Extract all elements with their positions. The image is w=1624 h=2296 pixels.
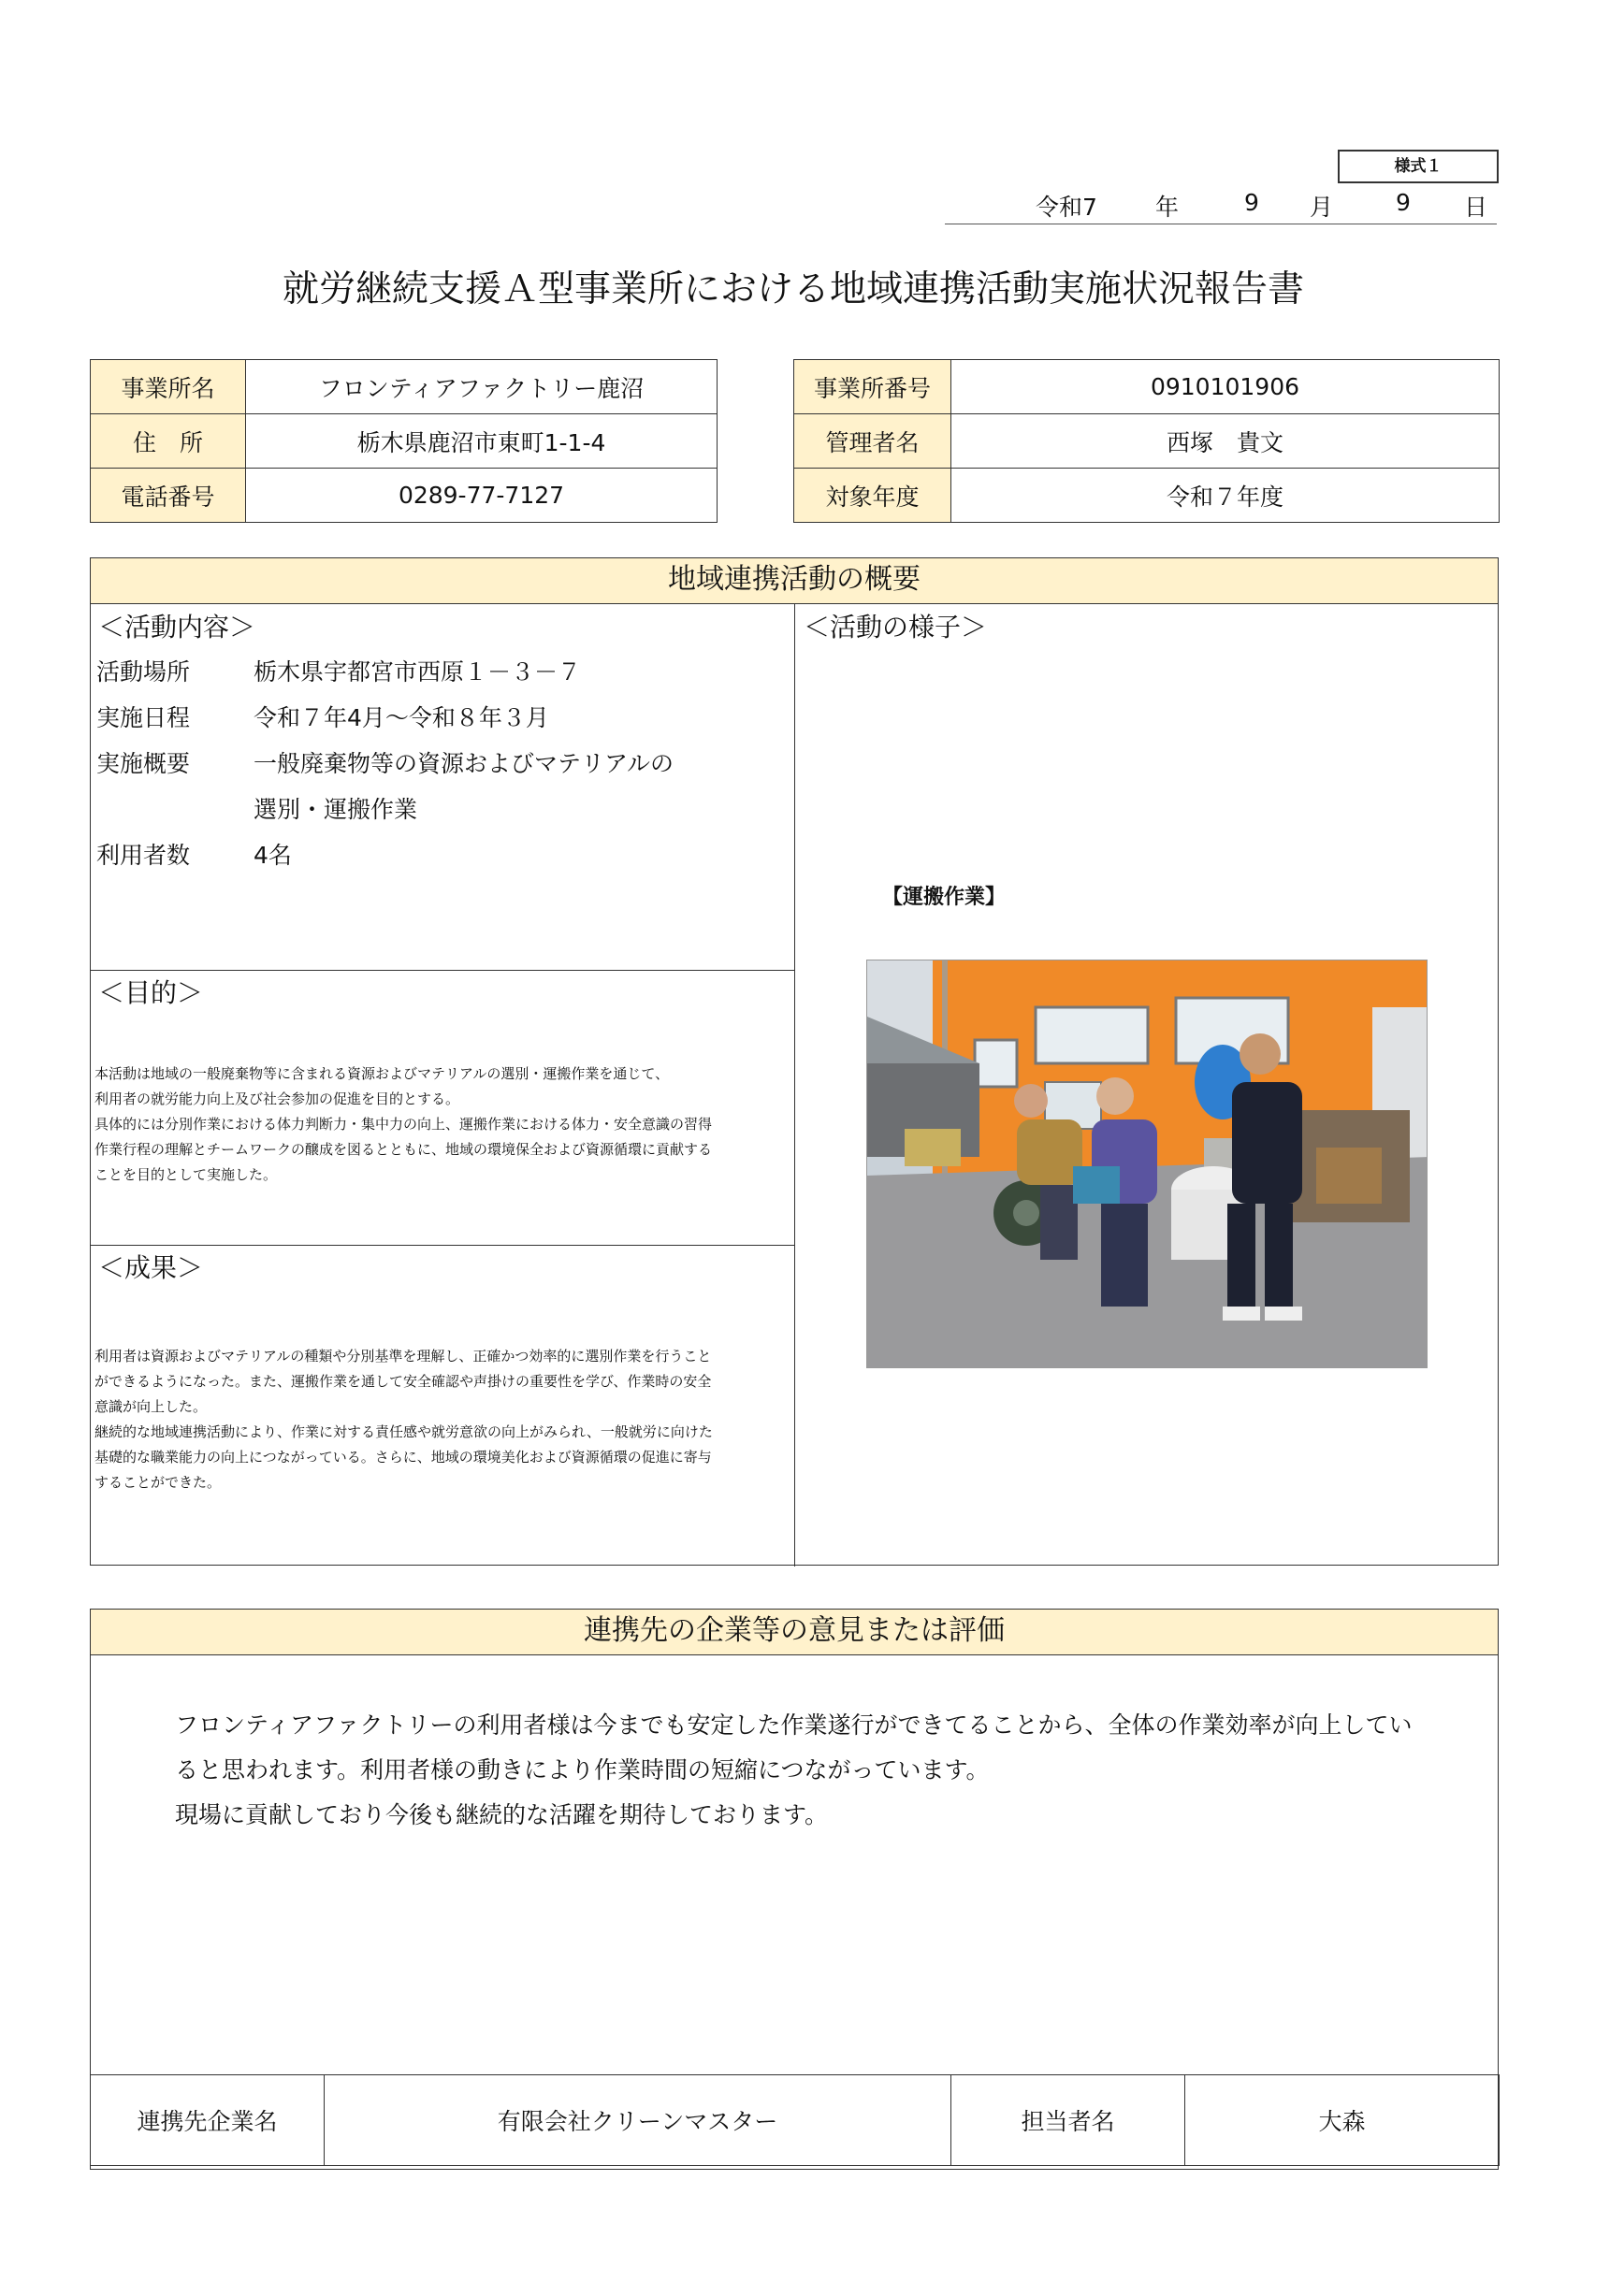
summary-value: 一般廃棄物等の資源およびマテリアルの (254, 750, 674, 777)
table-row (91, 2075, 1500, 2166)
result-line: 利用者は資源およびマテリアルの種類や分別基準を理解し、正確かつ効率的に選別作業を行うこと (94, 1348, 712, 1365)
partner-table (90, 2074, 1500, 2166)
address-label: 住 所 (91, 414, 246, 469)
office-name-value: フロンティアファクトリー鹿沼 (246, 360, 718, 414)
activity-photo (866, 960, 1428, 1368)
photo-caption: 【運搬作業】 (882, 886, 1007, 909)
table-row (794, 360, 1500, 414)
partner-company-value: 有限会社クリーンマスター (325, 2075, 951, 2166)
activity-content-title: ＜活動内容＞ (98, 612, 256, 643)
activity-scene-title: ＜活動の様子＞ (804, 612, 988, 643)
partner-company-label: 連携先企業名 (91, 2075, 325, 2166)
table-row (91, 414, 718, 469)
location-label: 活動場所 (96, 658, 191, 686)
purpose-title: ＜目的＞ (98, 977, 204, 1008)
row-divider (91, 970, 794, 971)
result-title: ＜成果＞ (98, 1252, 204, 1283)
office-info-table (90, 359, 718, 523)
detail-row (96, 837, 789, 883)
address-value: 栃木県鹿沼市東町1-1-4 (246, 414, 718, 469)
detail-row (96, 791, 789, 837)
comment-line: 現場に貢献しており今後も継続的な活躍を期待しております。 (175, 1801, 829, 1828)
manager-label: 管理者名 (794, 414, 951, 469)
purpose-line: 作業行程の理解とチームワークの醸成を図るとともに、地域の環境保全および資源循環に貢献する (94, 1141, 713, 1158)
fiscal-year-label: 対象年度 (794, 469, 951, 523)
table-row (794, 414, 1500, 469)
result-line: 意識が向上した。 (94, 1398, 208, 1415)
office-admin-table (793, 359, 1500, 523)
purpose-line: 本活動は地域の一般廃棄物等に含まれる資源およびマテリアルの選別・運搬作業を通じて、 (94, 1065, 670, 1082)
schedule-value: 令和７年4月～令和８年３月 (254, 704, 549, 731)
phone-label: 電話番号 (91, 469, 246, 523)
office-number-label: 事業所番号 (794, 360, 951, 414)
summary-label: 実施概要 (96, 750, 191, 777)
contact-person-label: 担当者名 (951, 2075, 1185, 2166)
date-day: 9 (1396, 189, 1411, 216)
users-count-value: 4名 (254, 842, 292, 869)
users-count-label: 利用者数 (96, 842, 191, 869)
contact-person-value: 大森 (1185, 2075, 1500, 2166)
column-divider (794, 603, 795, 1567)
evaluation-header: 連携先の企業等の意見または評価 (91, 1610, 1498, 1655)
activity-details (96, 654, 789, 883)
phone-value: 0289-77-7127 (246, 469, 718, 523)
result-line: することができた。 (94, 1474, 222, 1491)
result-line: 基礎的な職業能力の向上につながっている。さらに、地域の環境美化および資源循環の促進に寄与 (94, 1449, 712, 1466)
location-value: 栃木県宇都宮市西原１－３－７ (254, 658, 582, 686)
purpose-line: 利用者の就労能力向上及び社会参加の促進を目的とする。 (94, 1090, 460, 1107)
fiscal-year-value: 令和７年度 (951, 469, 1500, 523)
table-row (91, 360, 718, 414)
page-title: 就労継続支援Ａ型事業所における地域連携活動実施状況報告書 (282, 268, 1304, 310)
row-divider (91, 1245, 794, 1246)
overview-header: 地域連携活動の概要 (91, 558, 1498, 604)
date-month-unit: 月 (1310, 194, 1334, 221)
table-row (794, 469, 1500, 523)
result-line: 継続的な地域連携活動により、作業に対する責任感や就労意欲の向上がみられ、一般就労に向けた (94, 1423, 713, 1440)
table-row (91, 469, 718, 523)
comment-line: フロンティアファクトリーの利用者様は今までも安定した作業遂行ができてることから、全体の作業効率が向上してい (175, 1711, 1413, 1739)
purpose-text (94, 1061, 790, 1188)
comment-line: ると思われます。利用者様の動きにより作業時間の短縮につながっています。 (175, 1756, 990, 1783)
schedule-label: 実施日程 (96, 704, 191, 731)
form-number-label: 様式１ (1338, 150, 1499, 183)
result-text (94, 1344, 790, 1495)
evaluation-comment (175, 1703, 1494, 1838)
date-day-unit: 日 (1464, 194, 1488, 221)
date-year-unit: 年 (1155, 194, 1180, 221)
purpose-line: ことを目的として実施した。 (94, 1166, 278, 1183)
purpose-line: 具体的には分別作業における体力判断力・集中力の向上、運搬作業における体力・安全意識の習得 (94, 1116, 713, 1133)
detail-row (96, 700, 789, 745)
summary-value-cont: 選別・運搬作業 (254, 796, 418, 823)
result-line: ができるようになった。また、運搬作業を通して安全確認や声掛けの重要性を学び、作業時の安全 (94, 1373, 712, 1390)
office-number-value: 0910101906 (951, 360, 1500, 414)
date-era: 令和7 (1036, 194, 1097, 221)
detail-row (96, 654, 789, 700)
office-name-label: 事業所名 (91, 360, 246, 414)
detail-row (96, 745, 789, 791)
date-month: 9 (1244, 189, 1259, 216)
manager-value: 西塚 貴文 (951, 414, 1500, 469)
report-date (945, 187, 1497, 224)
